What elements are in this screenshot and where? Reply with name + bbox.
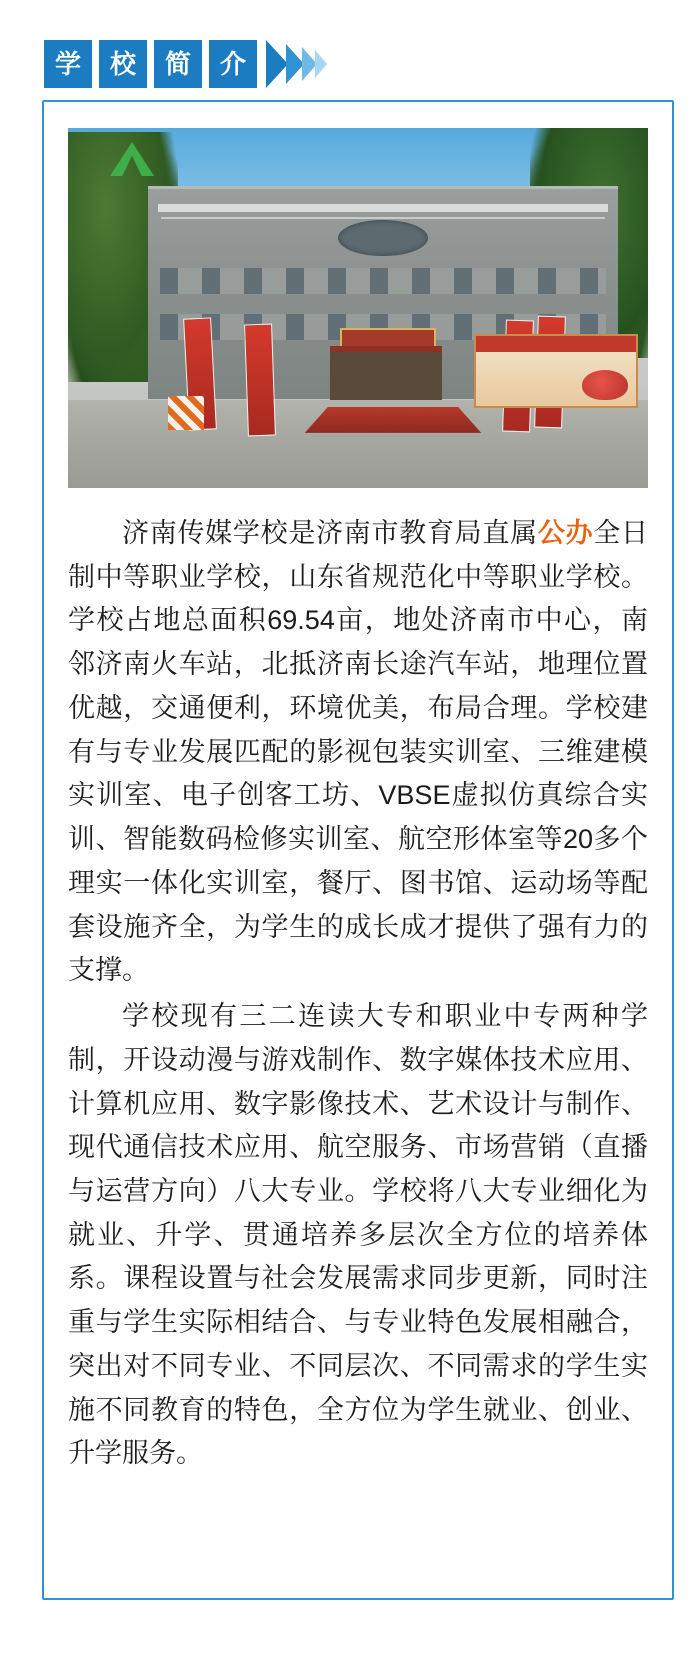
title-char-2: 校 [99, 40, 147, 88]
title-char-3: 简 [154, 40, 202, 88]
paragraph-1-text-a: 济南传媒学校是济南市教育局直属 [122, 518, 538, 548]
photo-facade-oval [338, 220, 428, 256]
chevron-right-icon-4 [315, 50, 327, 78]
section-header [0, 0, 700, 88]
header-title-group [44, 40, 700, 88]
paragraph-1-highlight: 公办 [537, 518, 594, 548]
article-paragraph-1 [68, 512, 648, 993]
article-paragraph-2: 学校现有三二连读大专和职业中专两种学制，开设动漫与游戏制作、数字媒体技术应用、计算机应用、数字影像技术、艺术设计与制作、现代通信技术应用、航空服务、市场营销（直播与运营方向）八大专业。学校将八大专业细化为就业、升学、贯通培养多层次全方位的培养体系。课程设置与社会发展需求同步更新，同时注重与学生实际相结合、与专业特色发展相融合，突出对不同专业、不同层次、不同需求的学生实施不同教育的特色，全方位为学生就业、创业、升学服务。 [68, 1001, 648, 1469]
photo-poster-board [474, 334, 638, 408]
photo-window-row-1 [160, 268, 606, 294]
photo-traffic-barrier [168, 396, 204, 430]
paragraph-1-text-b: 全日制中等职业学校，山东省规范化中等职业学校。学校占地总面积69.54亩，地处济南市中心，南邻济南火车站，北抵济南长途汽车站，地理位置优越，交通便利，环境优美，布局合理。学校建有与专业发展匹配的影视包装实训室、三维建模实训室、电子创客工坊、VBSE虚拟仿真综合实训、智能数码检修实训室、航空形体室等20多个理实一体化实训室，餐厅、图书馆、运动场等配套设施齐全，为学生的成长成才提供了强有力的支撑。 [68, 518, 649, 986]
photo-poster-graphic [582, 370, 628, 400]
photo-poster-header [476, 336, 636, 352]
photo-entrance [330, 346, 442, 406]
title-char-4: 介 [209, 40, 257, 88]
arrow-decoration [268, 40, 327, 88]
chevron-right-icon-1 [266, 40, 288, 88]
title-char-1: 学 [44, 40, 92, 88]
photo-banner-2 [244, 324, 276, 437]
photo-red-carpet [305, 407, 482, 433]
photo-roof-rail [158, 204, 608, 212]
content-frame [42, 100, 674, 1600]
article-body [68, 512, 648, 1476]
campus-photo [68, 128, 648, 488]
